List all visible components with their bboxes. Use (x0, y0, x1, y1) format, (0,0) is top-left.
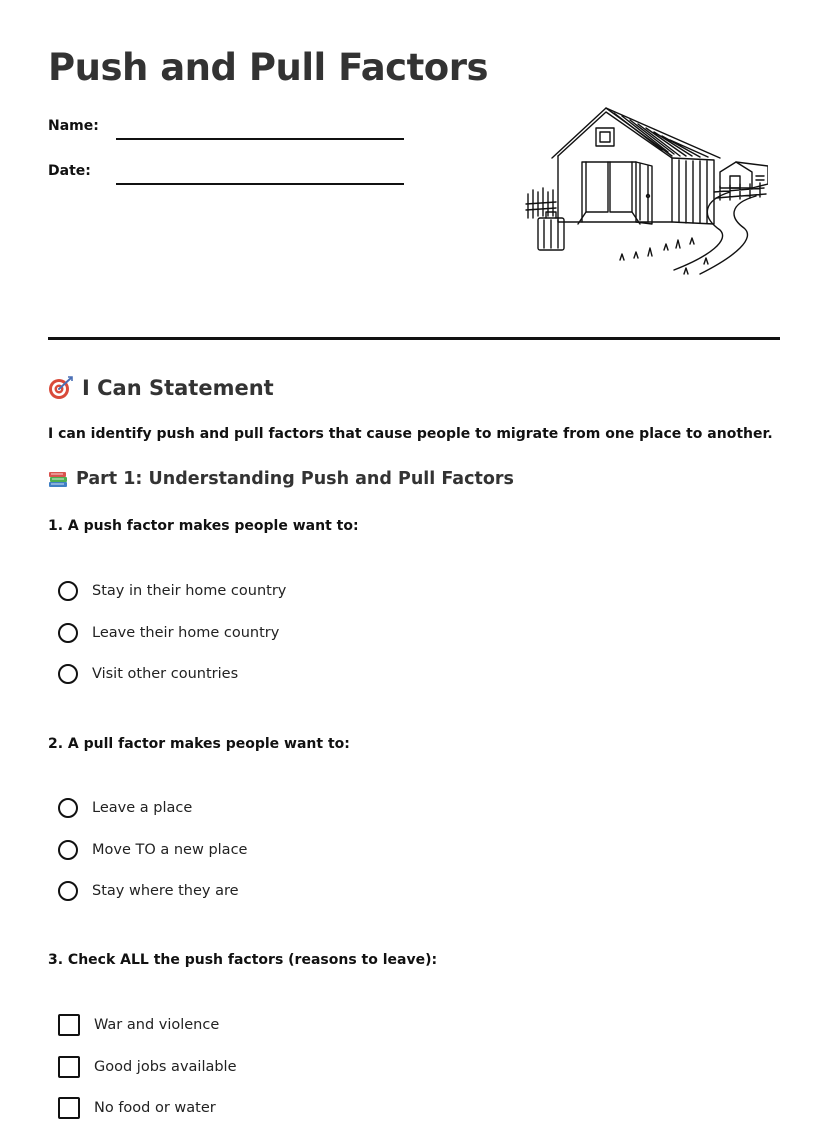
q1-option-3[interactable] (58, 661, 238, 687)
option-label: No food or water (94, 1100, 216, 1116)
name-field[interactable] (48, 118, 408, 148)
books-icon (48, 470, 68, 488)
option-label: War and violence (94, 1017, 220, 1033)
date-field[interactable] (48, 163, 408, 193)
radio-button[interactable] (58, 664, 78, 684)
i-can-statement: I can identify push and pull factors that cause people to migrate from one place to another. (48, 426, 773, 442)
question-1-prompt: 1. A push factor makes people want to: (48, 518, 359, 534)
option-label: Good jobs available (94, 1059, 237, 1075)
q3-option-1[interactable] (58, 1012, 219, 1038)
q3-option-3[interactable] (58, 1095, 216, 1121)
part1-heading-text: Part 1: Understanding Push and Pull Factors (76, 469, 514, 489)
i-can-heading (48, 376, 274, 400)
page-title: Push and Pull Factors (48, 46, 488, 89)
radio-button[interactable] (58, 623, 78, 643)
question-2-prompt: 2. A pull factor makes people want to: (48, 736, 350, 752)
q2-option-1[interactable] (58, 795, 192, 821)
q3-option-2[interactable] (58, 1054, 237, 1080)
option-label: Stay in their home country (92, 583, 287, 599)
i-can-heading-text: I Can Statement (82, 376, 274, 400)
q2-option-3[interactable] (58, 878, 239, 904)
option-label: Stay where they are (92, 883, 239, 899)
house-road-suitcase-illustration (524, 100, 768, 276)
name-line[interactable] (116, 138, 404, 140)
checkbox[interactable] (58, 1097, 80, 1119)
radio-button[interactable] (58, 581, 78, 601)
part1-heading (48, 469, 514, 489)
question-3-prompt: 3. Check ALL the push factors (reasons to leave): (48, 952, 438, 968)
option-label: Visit other countries (92, 666, 239, 682)
option-label: Move TO a new place (92, 842, 248, 858)
radio-button[interactable] (58, 798, 78, 818)
date-line[interactable] (116, 183, 404, 185)
checkbox[interactable] (58, 1014, 80, 1036)
option-label: Leave a place (92, 800, 193, 816)
q2-option-2[interactable] (58, 837, 247, 863)
q1-option-1[interactable] (58, 578, 286, 604)
section-divider (48, 337, 780, 340)
target-icon (48, 376, 74, 400)
option-label: Leave their home country (92, 625, 280, 641)
radio-button[interactable] (58, 881, 78, 901)
date-label: Date: (48, 163, 91, 179)
checkbox[interactable] (58, 1056, 80, 1078)
name-label: Name: (48, 118, 99, 134)
q1-option-2[interactable] (58, 620, 279, 646)
radio-button[interactable] (58, 840, 78, 860)
